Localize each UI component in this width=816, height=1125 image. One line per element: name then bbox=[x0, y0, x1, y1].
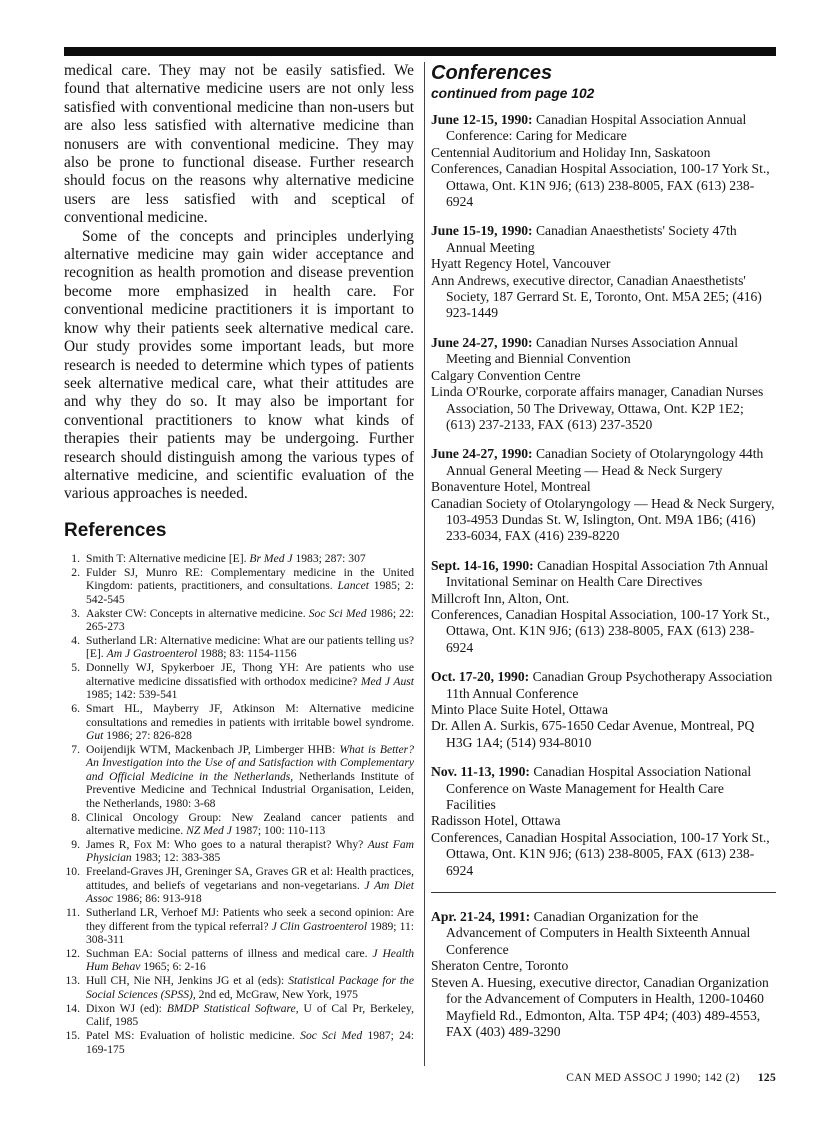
conference-venue: Bonaventure Hotel, Montreal bbox=[431, 479, 591, 495]
conference-headline bbox=[431, 764, 776, 813]
reference-source: Soc Sci Med bbox=[308, 606, 367, 620]
conference-venue: Millcroft Inn, Alton, Ont. bbox=[431, 590, 570, 606]
conferences-subheading: continued from page 102 bbox=[431, 86, 595, 101]
reference-number: 15. bbox=[65, 1029, 80, 1043]
reference-details: Netherlands Institute of Preventive Medicine and Technical Industrial Organisation, Leiden, the Netherlands, 1980: 3-68 bbox=[86, 769, 414, 810]
reference-details: 1987; 100: 110-113 bbox=[231, 824, 326, 838]
conference-entry bbox=[431, 446, 776, 544]
conference-headline bbox=[431, 112, 776, 145]
reference-number: 12. bbox=[65, 947, 80, 961]
conference-contact: Dr. Allen A. Surkis, 675-1650 Cedar Avenue, Montreal, PQ H3G 1A4; (514) 934-8010 bbox=[431, 718, 755, 750]
conference-venue: Centennial Auditorium and Holiday Inn, Saskatoon bbox=[431, 144, 711, 160]
conference-date: Apr. 21-24, 1991: bbox=[431, 909, 531, 925]
reference-text: Aakster CW: Concepts in alternative medicine. bbox=[86, 606, 309, 620]
conference-contact: Ann Andrews, executive director, Canadian Anaesthetists' Society, 187 Gerrard St. E, Toronto, Ont. M5A 2E5; (416) 923-1449 bbox=[431, 272, 762, 321]
reference-item bbox=[64, 566, 414, 606]
reference-source: J Am Diet Assoc bbox=[86, 878, 414, 906]
reference-details: 1988; 83: 1154-1156 bbox=[197, 647, 297, 661]
reference-item bbox=[64, 1002, 414, 1029]
reference-item bbox=[64, 702, 414, 742]
conference-contact: Linda O'Rourke, corporate affairs manager, Canadian Nurses Association, 50 The Driveway, Ottawa, Ont. K2P 1E2; (613) 237-2133, FAX (613) 237-3520 bbox=[431, 384, 764, 432]
conference-contact: Canadian Society of Otolaryngology — Head & Neck Surgery, 103-4953 Dundas St. W, Islington, Ont. M9A 1B6; (416) 233-6034, FAX (416) 239-8220 bbox=[431, 495, 775, 544]
reference-number: 8. bbox=[71, 810, 80, 824]
conference-headline bbox=[431, 669, 776, 702]
reference-number: 6. bbox=[71, 702, 80, 716]
conference-title: Canadian Hospital Association National Conference on Waste Management for Health Care Facilities bbox=[446, 764, 752, 813]
reference-details: 1983; 12: 383-385 bbox=[131, 851, 221, 865]
conference-venue: Calgary Convention Centre bbox=[431, 367, 581, 383]
reference-source: J Clin Gastroenterol bbox=[271, 919, 368, 933]
reference-text: Sutherland LR: Alternative medicine: What are our patients telling us? [E]. bbox=[86, 633, 414, 661]
reference-number: 1. bbox=[71, 551, 80, 565]
conference-date: June 24-27, 1990: bbox=[431, 446, 533, 462]
conferences-list bbox=[431, 112, 776, 879]
reference-item bbox=[64, 838, 414, 865]
conference-entry bbox=[431, 558, 776, 656]
conferences-heading: Conferences bbox=[431, 62, 553, 84]
reference-text: Freeland-Graves JH, Greninger SA, Graves GR et al: Health practices, attitudes, and beliefs of vegetarians and non-vegetarians. bbox=[86, 865, 414, 892]
reference-details: U of Cal Pr, Berkeley, Calif, 1985 bbox=[86, 1001, 414, 1029]
reference-text: Clinical Oncology Group: New Zealand cancer patients and alternative medicine. bbox=[86, 810, 414, 838]
reference-item bbox=[64, 634, 414, 661]
column-divider bbox=[424, 62, 425, 1066]
reference-text: Dixon WJ (ed): bbox=[86, 1001, 167, 1015]
conference-venue: Sheraton Centre, Toronto bbox=[431, 958, 569, 974]
conference-contact: Conferences, Canadian Hospital Association, 100-17 York St., Ottawa, Ont. K1N 9J6; (613) 238-8005, FAX (613) 238-6924 bbox=[431, 606, 770, 655]
conference-title: Canadian Organization for the Advancement of Computers in Health Sixteenth Annual Conference bbox=[446, 909, 751, 957]
body-paragraph-2: Some of the concepts and principles underlying alternative medicine may gain wider acceptance and recognition as health promotion and disease prevention become more emphasized in health care. For conventional medicine practitioners it is important to know why their patients seek alternative medical care. Our study provides some important leads, but more research is needed to determine which types of patients seek alternative medical care, what their attitudes are and why they do so. It may also be important for conventional practitioners to know what kinds of therapies their patients may be undergoing. Further research should distinguish among the various types of alternative medicine, and scientific evaluation of the various approaches is needed. bbox=[64, 227, 414, 503]
reference-number: 5. bbox=[71, 661, 80, 675]
reference-item bbox=[64, 743, 414, 810]
reference-item bbox=[64, 906, 414, 946]
reference-number: 9. bbox=[71, 838, 80, 852]
top-rule bbox=[64, 47, 776, 56]
reference-source: Soc Sci Med bbox=[300, 1029, 363, 1043]
right-column bbox=[431, 62, 776, 1053]
conference-title: Canadian Hospital Association Annual Conference: Caring for Medicare bbox=[446, 112, 747, 144]
reference-item bbox=[64, 607, 414, 634]
reference-item bbox=[64, 661, 414, 701]
conference-entry bbox=[431, 764, 776, 879]
reference-number: 11. bbox=[65, 906, 80, 920]
conference-title: Canadian Nurses Association Annual Meeting and Biennial Convention bbox=[446, 334, 738, 367]
reference-details: 1987; 24: 169-175 bbox=[86, 1029, 414, 1056]
reference-source: BMDP Statistical Software, bbox=[166, 1001, 299, 1015]
reference-text: Fulder SJ, Munro RE: Complementary medicine in the United Kingdom: patients, practitioners, and consultations. bbox=[86, 565, 414, 593]
reference-source: Aust Fam Physician bbox=[86, 838, 415, 865]
reference-item bbox=[64, 974, 414, 1001]
reference-details: 2nd ed, McGraw, New York, 1975 bbox=[195, 987, 358, 1001]
conference-entry bbox=[431, 669, 776, 751]
conference-contact: Steven A. Huesing, executive director, Canadian Organization for the Advancement of Computers in Health, 1200-10460 Mayfield Rd., Edmonton, Alta. T5P 4P4; (403) 489-4553, FAX (403) 489-3290 bbox=[431, 974, 769, 1039]
reference-text: Smith T: Alternative medicine [E]. bbox=[86, 551, 250, 565]
reference-number: 13. bbox=[65, 974, 80, 988]
conference-venue: Radisson Hotel, Ottawa bbox=[431, 813, 561, 829]
reference-source: What is Better? An Investigation into the Use of and Satisfaction with Complementary and Official Medicine in the Netherlands, bbox=[86, 743, 414, 783]
reference-text: James R, Fox M: Who goes to a natural therapist? Why? bbox=[86, 838, 368, 852]
reference-source: J Health Hum Behav bbox=[86, 947, 414, 974]
conferences-rule bbox=[431, 892, 776, 893]
journal-citation: CAN MED ASSOC J 1990; 142 (2) bbox=[566, 1072, 740, 1084]
reference-details: 1983; 287: 307 bbox=[292, 551, 366, 565]
reference-item bbox=[64, 1029, 414, 1056]
conference-date: Sept. 14-16, 1990: bbox=[431, 557, 534, 573]
conference-headline bbox=[431, 446, 776, 479]
reference-number: 10. bbox=[65, 865, 80, 879]
reference-item bbox=[64, 947, 414, 974]
reference-number: 7. bbox=[71, 743, 80, 756]
reference-details: 1986; 22: 265-273 bbox=[86, 606, 414, 633]
conferences-list-after-rule bbox=[431, 909, 776, 1040]
reference-details: 1965; 6: 2-16 bbox=[140, 960, 206, 974]
left-column bbox=[64, 62, 414, 1057]
references-heading: References bbox=[64, 519, 167, 541]
conference-venue: Hyatt Regency Hotel, Vancouver bbox=[431, 256, 611, 272]
reference-text: Sutherland LR, Verhoef MJ: Patients who seek a second opinion: Are they different from the typical referral? bbox=[86, 906, 414, 933]
conference-title: Canadian Anaesthetists' Society 47th Annual Meeting bbox=[446, 223, 737, 255]
reference-item bbox=[64, 811, 414, 838]
conference-entry bbox=[431, 112, 776, 210]
reference-item bbox=[64, 552, 414, 565]
reference-source: NZ Med J bbox=[186, 824, 232, 838]
page-number: 125 bbox=[757, 1072, 776, 1084]
conference-headline bbox=[431, 909, 776, 958]
conference-headline bbox=[431, 223, 776, 256]
reference-text: Suchman EA: Social patterns of illness and medical care. bbox=[86, 947, 373, 961]
reference-text: Patel MS: Evaluation of holistic medicine. bbox=[86, 1029, 301, 1043]
reference-details: 1985; 142: 539-541 bbox=[86, 688, 178, 702]
references-list bbox=[64, 552, 414, 1056]
conference-entry bbox=[431, 335, 776, 433]
reference-item bbox=[64, 865, 414, 905]
reference-source: Br Med J bbox=[249, 551, 293, 565]
conference-headline bbox=[431, 558, 776, 591]
conference-contact: Conferences, Canadian Hospital Association, 100-17 York St., Ottawa, Ont. K1N 9J6; (613) 238-8005, FAX (613) 238-6924 bbox=[431, 161, 770, 210]
reference-number: 2. bbox=[71, 565, 80, 579]
reference-source: Statistical Package for the Social Sciences (SPSS), bbox=[86, 974, 414, 1001]
conference-entry bbox=[431, 909, 776, 1040]
conference-date: June 12-15, 1990: bbox=[431, 112, 533, 127]
reference-source: Med J Aust bbox=[360, 674, 414, 688]
conference-title: Canadian Group Psychotherapy Association 11th Annual Conference bbox=[446, 669, 773, 701]
conference-entry bbox=[431, 223, 776, 321]
conference-date: Nov. 11-13, 1990: bbox=[431, 764, 530, 780]
reference-number: 14. bbox=[65, 1001, 80, 1015]
page-footer bbox=[0, 1072, 776, 1084]
reference-number: 4. bbox=[71, 633, 80, 647]
reference-details: 1989; 11: 308-311 bbox=[86, 919, 414, 947]
reference-text: Hull CH, Nie NH, Jenkins JG et al (eds): bbox=[86, 974, 289, 988]
reference-text: Ooijendijk WTM, Mackenbach JP, Limberger HHB: bbox=[86, 743, 340, 756]
conference-headline bbox=[431, 335, 776, 368]
conference-date: June 24-27, 1990: bbox=[431, 334, 533, 350]
conference-venue: Minto Place Suite Hotel, Ottawa bbox=[431, 702, 609, 717]
conference-title: Canadian Hospital Association 7th Annual Invitational Seminar on Health Care Directives bbox=[446, 557, 769, 590]
reference-source: Lancet bbox=[337, 579, 370, 593]
reference-text: Donnelly WJ, Spykerboer JE, Thong YH: Are patients who use alternative medicine dissatisfied with orthodox medicine? bbox=[86, 661, 414, 688]
reference-details: 1985; 2: 542-545 bbox=[86, 579, 414, 606]
body-paragraph-1: medical care. They may not be easily satisfied. We found that alternative medicine users are not only less satisfied with conventional medicine than non-users but are also less satisfied with alternative medicine than nonusers are with conventional medicine. They may also be prone to functional disease. Further research should focus on the reasons why alternative medicine users are less satisfied with and sceptical of conventional medicine. bbox=[64, 62, 414, 227]
reference-text: Smart HL, Mayberry JF, Atkinson M: Alternative medicine consultations and remedies in patients with irritable bowel syndrome. bbox=[86, 702, 414, 729]
conference-date: June 15-19, 1990: bbox=[431, 223, 533, 239]
conference-title: Canadian Society of Otolaryngology 44th Annual General Meeting — Head & Neck Surgery bbox=[446, 446, 764, 478]
reference-number: 3. bbox=[71, 606, 80, 620]
conference-contact: Conferences, Canadian Hospital Association, 100-17 York St., Ottawa, Ont. K1N 9J6; (613) 238-8005, FAX (613) 238-6924 bbox=[431, 829, 770, 878]
reference-source: Am J Gastroenterol bbox=[106, 647, 198, 661]
conference-date: Oct. 17-20, 1990: bbox=[431, 669, 530, 685]
reference-details: 1986; 86: 913-918 bbox=[113, 892, 202, 906]
reference-source: Gut bbox=[86, 729, 104, 742]
reference-details: 1986; 27: 826-828 bbox=[103, 729, 192, 742]
